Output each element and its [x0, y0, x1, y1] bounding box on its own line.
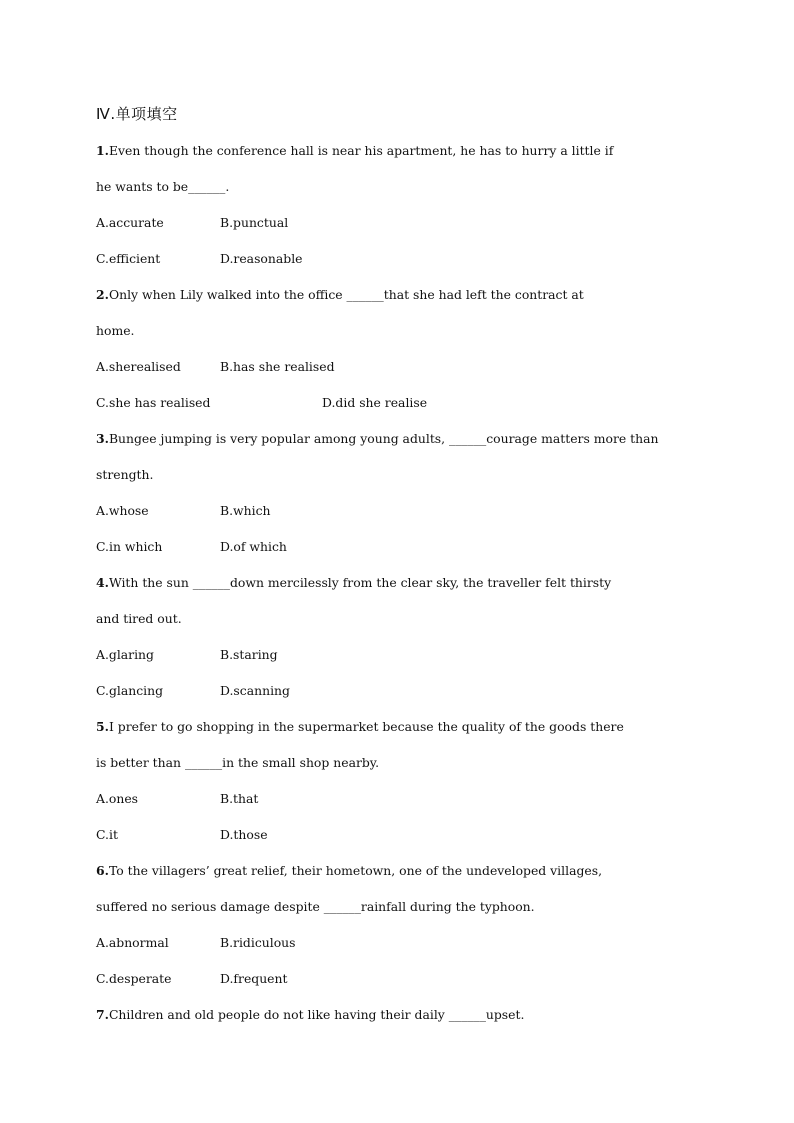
question-number: 3. — [96, 431, 109, 446]
question-text: I prefer to go shopping in the supermarket because the quality of the goods there — [108, 719, 624, 734]
question-5-line-2: is better than ______in the small shop nearby. — [96, 755, 380, 770]
question-2-line-2: home. — [96, 323, 135, 338]
question-4-line-2: and tired out. — [96, 611, 182, 626]
option-b: B.staring — [220, 647, 278, 662]
question-3-line-1 — [96, 431, 658, 447]
question-number: 2. — [96, 287, 109, 302]
option-d: D.reasonable — [220, 251, 303, 266]
option-b: B.has she realised — [220, 359, 335, 374]
option-a: A.accurate — [96, 215, 164, 230]
question-number: 7. — [96, 1007, 109, 1022]
question-number: 1. — [96, 143, 109, 158]
question-3-line-2: strength. — [96, 467, 154, 482]
option-b: B.punctual — [220, 215, 289, 230]
option-c: C.it — [96, 827, 118, 842]
question-text: Only when Lily walked into the office ______that she had left the contract at — [108, 287, 584, 302]
question-number: 5. — [96, 719, 109, 734]
option-d: D.those — [220, 827, 268, 842]
option-b: B.that — [220, 791, 259, 806]
question-6-line-2: suffered no serious damage despite ______rainfall during the typhoon. — [96, 899, 535, 914]
question-text: Bungee jumping is very popular among young adults, ______courage matters more than — [108, 431, 659, 446]
option-d: D.frequent — [220, 971, 288, 986]
option-d: D.scanning — [220, 683, 290, 698]
option-c: C.efficient — [96, 251, 161, 266]
option-c: C.in which — [96, 539, 163, 554]
option-d: D.of which — [220, 539, 287, 554]
option-c: C.she has realised — [96, 395, 211, 410]
question-text: To the villagers’ great relief, their hometown, one of the undeveloped villages, — [108, 863, 603, 878]
question-text: Children and old people do not like having their daily ______upset. — [108, 1007, 525, 1022]
question-6-line-1 — [96, 863, 602, 879]
question-2-line-1 — [96, 287, 584, 303]
question-number: 4. — [96, 575, 109, 590]
question-4-line-1 — [96, 575, 611, 591]
option-b: B.which — [220, 503, 271, 518]
option-a: A.glaring — [96, 647, 154, 662]
section-title: Ⅳ.单项填空 — [96, 105, 178, 123]
option-a: A.ones — [96, 791, 139, 806]
question-1-line-2: he wants to be______. — [96, 179, 230, 194]
option-a: A.whose — [96, 503, 149, 518]
option-c: C.desperate — [96, 971, 172, 986]
option-d: D.did she realise — [322, 395, 428, 410]
question-number: 6. — [96, 863, 109, 878]
question-text: With the sun ______down mercilessly from the clear sky, the traveller felt thirsty — [108, 575, 612, 590]
question-text: Even though the conference hall is near his apartment, he has to hurry a little if — [108, 143, 614, 158]
question-7-line-1 — [96, 1007, 524, 1023]
option-a: A.abnormal — [96, 935, 169, 950]
option-a: A.sherealised — [96, 359, 181, 374]
question-1-line-1 — [96, 143, 613, 159]
option-b: B.ridiculous — [220, 935, 296, 950]
question-5-line-1 — [96, 719, 624, 735]
option-c: C.glancing — [96, 683, 164, 698]
